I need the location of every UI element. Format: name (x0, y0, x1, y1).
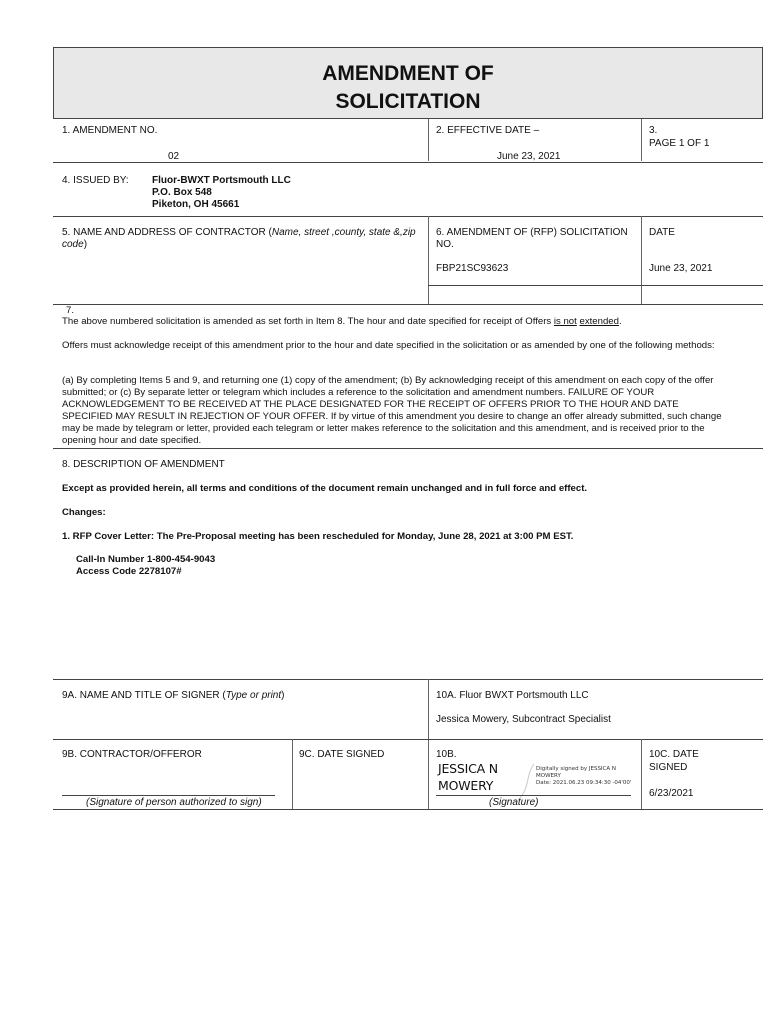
date-label: DATE (649, 227, 675, 238)
issuer-name: Fluor-BWXT Portsmouth LLC (152, 175, 291, 186)
signature-label: 10B. (436, 749, 457, 760)
digital-signature-signer-2: MOWERY (536, 773, 561, 779)
divider (428, 216, 429, 304)
rule (53, 739, 763, 740)
call-in-number: Call-In Number 1-800-454-9043 (76, 554, 216, 565)
title-banner (53, 47, 763, 119)
signature-line[interactable] (62, 795, 275, 796)
digital-signature-name-2: MOWERY (438, 778, 494, 793)
signature-caption-10b: (Signature) (489, 797, 539, 808)
digital-signature-signer: Digitally signed by JESSICA N (536, 766, 617, 772)
effective-date-label: 2. EFFECTIVE DATE – (436, 125, 540, 136)
effective-date-value: June 23, 2021 (497, 151, 561, 162)
access-code: Access Code 2278107# (76, 566, 182, 577)
rule (53, 809, 763, 810)
page-count: PAGE 1 OF 1 (649, 138, 710, 149)
page-number-label: 3. (649, 125, 658, 136)
changes-heading: Changes: (62, 507, 106, 518)
block7-instructions: (a) By completing Items 5 and 9, and returning one (1) copy of the amendment; (b) By acknowledging receipt of this amendment on each copy of the offer submitted; or (c) By separate letter or telegram which includes a reference to the solicitation and amendment numbers. FAILURE OF YOUR ACKNOWLEDGEMENT TO BE RECEIVED AT THE PLACE DESIGNATED FOR THE RECEIPT OF OFFERS PRIOR TO THE HOUR AND DATE SPECIFIED MAY RESULT IN REJECTION OF YOUR OFFER. If by virtue of this amendment you desire to change an offer already submitted, such change may be made by telegram or letter, provided each telegram or letter makes reference to the solicitation and this amendment, and is received prior to the opening hour and date specified. (62, 375, 722, 446)
solicitation-no-label: 6. AMENDMENT OF (RFP) SOLICITATION NO. (436, 227, 628, 250)
rule (428, 285, 763, 286)
digital-signature-name-1: JESSICA N (438, 761, 498, 776)
divider (641, 216, 642, 304)
date-signed-label: 9C. DATE SIGNED (299, 749, 385, 760)
block7-line1: The above numbered solicitation is amended as set forth in Item 8. The hour and date specified for receipt of Offers is not extended. (62, 316, 622, 327)
signature-line (436, 795, 631, 796)
date-signed-label-10c-2: SIGNED (649, 762, 688, 773)
block7-methods: Offers must acknowledge receipt of this amendment prior to the hour and date specified in the solicitation or as amended by one of the following methods: (62, 340, 715, 351)
block7-number: 7. (66, 305, 75, 316)
title-line1: AMENDMENT OF (322, 62, 494, 85)
amendment-no-value: 02 (168, 151, 180, 162)
divider (428, 119, 429, 161)
issuer-city: Piketon, OH 45661 (152, 199, 240, 210)
rule (53, 162, 763, 163)
contractor-label: 5. NAME AND ADDRESS OF CONTRACTOR (Name, street ,county, state &,zip code) (62, 227, 416, 250)
date-signed-label-10c-1: 10C. DATE (649, 749, 699, 760)
terms-statement: Except as provided herein, all terms and conditions of the document remain unchanged and in full force and effect. (62, 483, 588, 494)
divider (428, 679, 429, 809)
divider (641, 739, 642, 809)
date-signed-value: 6/23/2021 (649, 788, 694, 799)
description-label: 8. DESCRIPTION OF AMENDMENT (62, 459, 225, 470)
rule (53, 679, 763, 680)
rule (53, 304, 763, 305)
issuer-label: 10A. Fluor BWXT Portsmouth LLC (436, 690, 589, 701)
divider (292, 739, 293, 809)
signer-name-label: 9A. NAME AND TITLE OF SIGNER (Type or print) (62, 690, 285, 701)
issued-by-label: 4. ISSUED BY: (62, 175, 129, 186)
digital-signature-date: Date: 2021.06.23 09:34:30 -04'00' (536, 780, 632, 786)
rule (53, 448, 763, 449)
rule (53, 216, 763, 217)
signature-caption: (Signature of person authorized to sign) (86, 797, 262, 808)
divider (641, 119, 642, 161)
issuer-signer: Jessica Mowery, Subcontract Specialist (436, 714, 611, 725)
date-value: June 23, 2021 (649, 263, 713, 274)
solicitation-no-value: FBP21SC93623 (436, 263, 509, 274)
contractor-offeror-label: 9B. CONTRACTOR/OFFEROR (62, 749, 202, 760)
amendment-no-label: 1. AMENDMENT NO. (62, 125, 158, 136)
title-line2: SOLICITATION (335, 90, 481, 113)
issuer-address: P.O. Box 548 (152, 187, 212, 198)
change-item-1: 1. RFP Cover Letter: The Pre-Proposal meeting has been rescheduled for Monday, June 28, 2021 at 3:00 PM EST. (62, 531, 574, 542)
